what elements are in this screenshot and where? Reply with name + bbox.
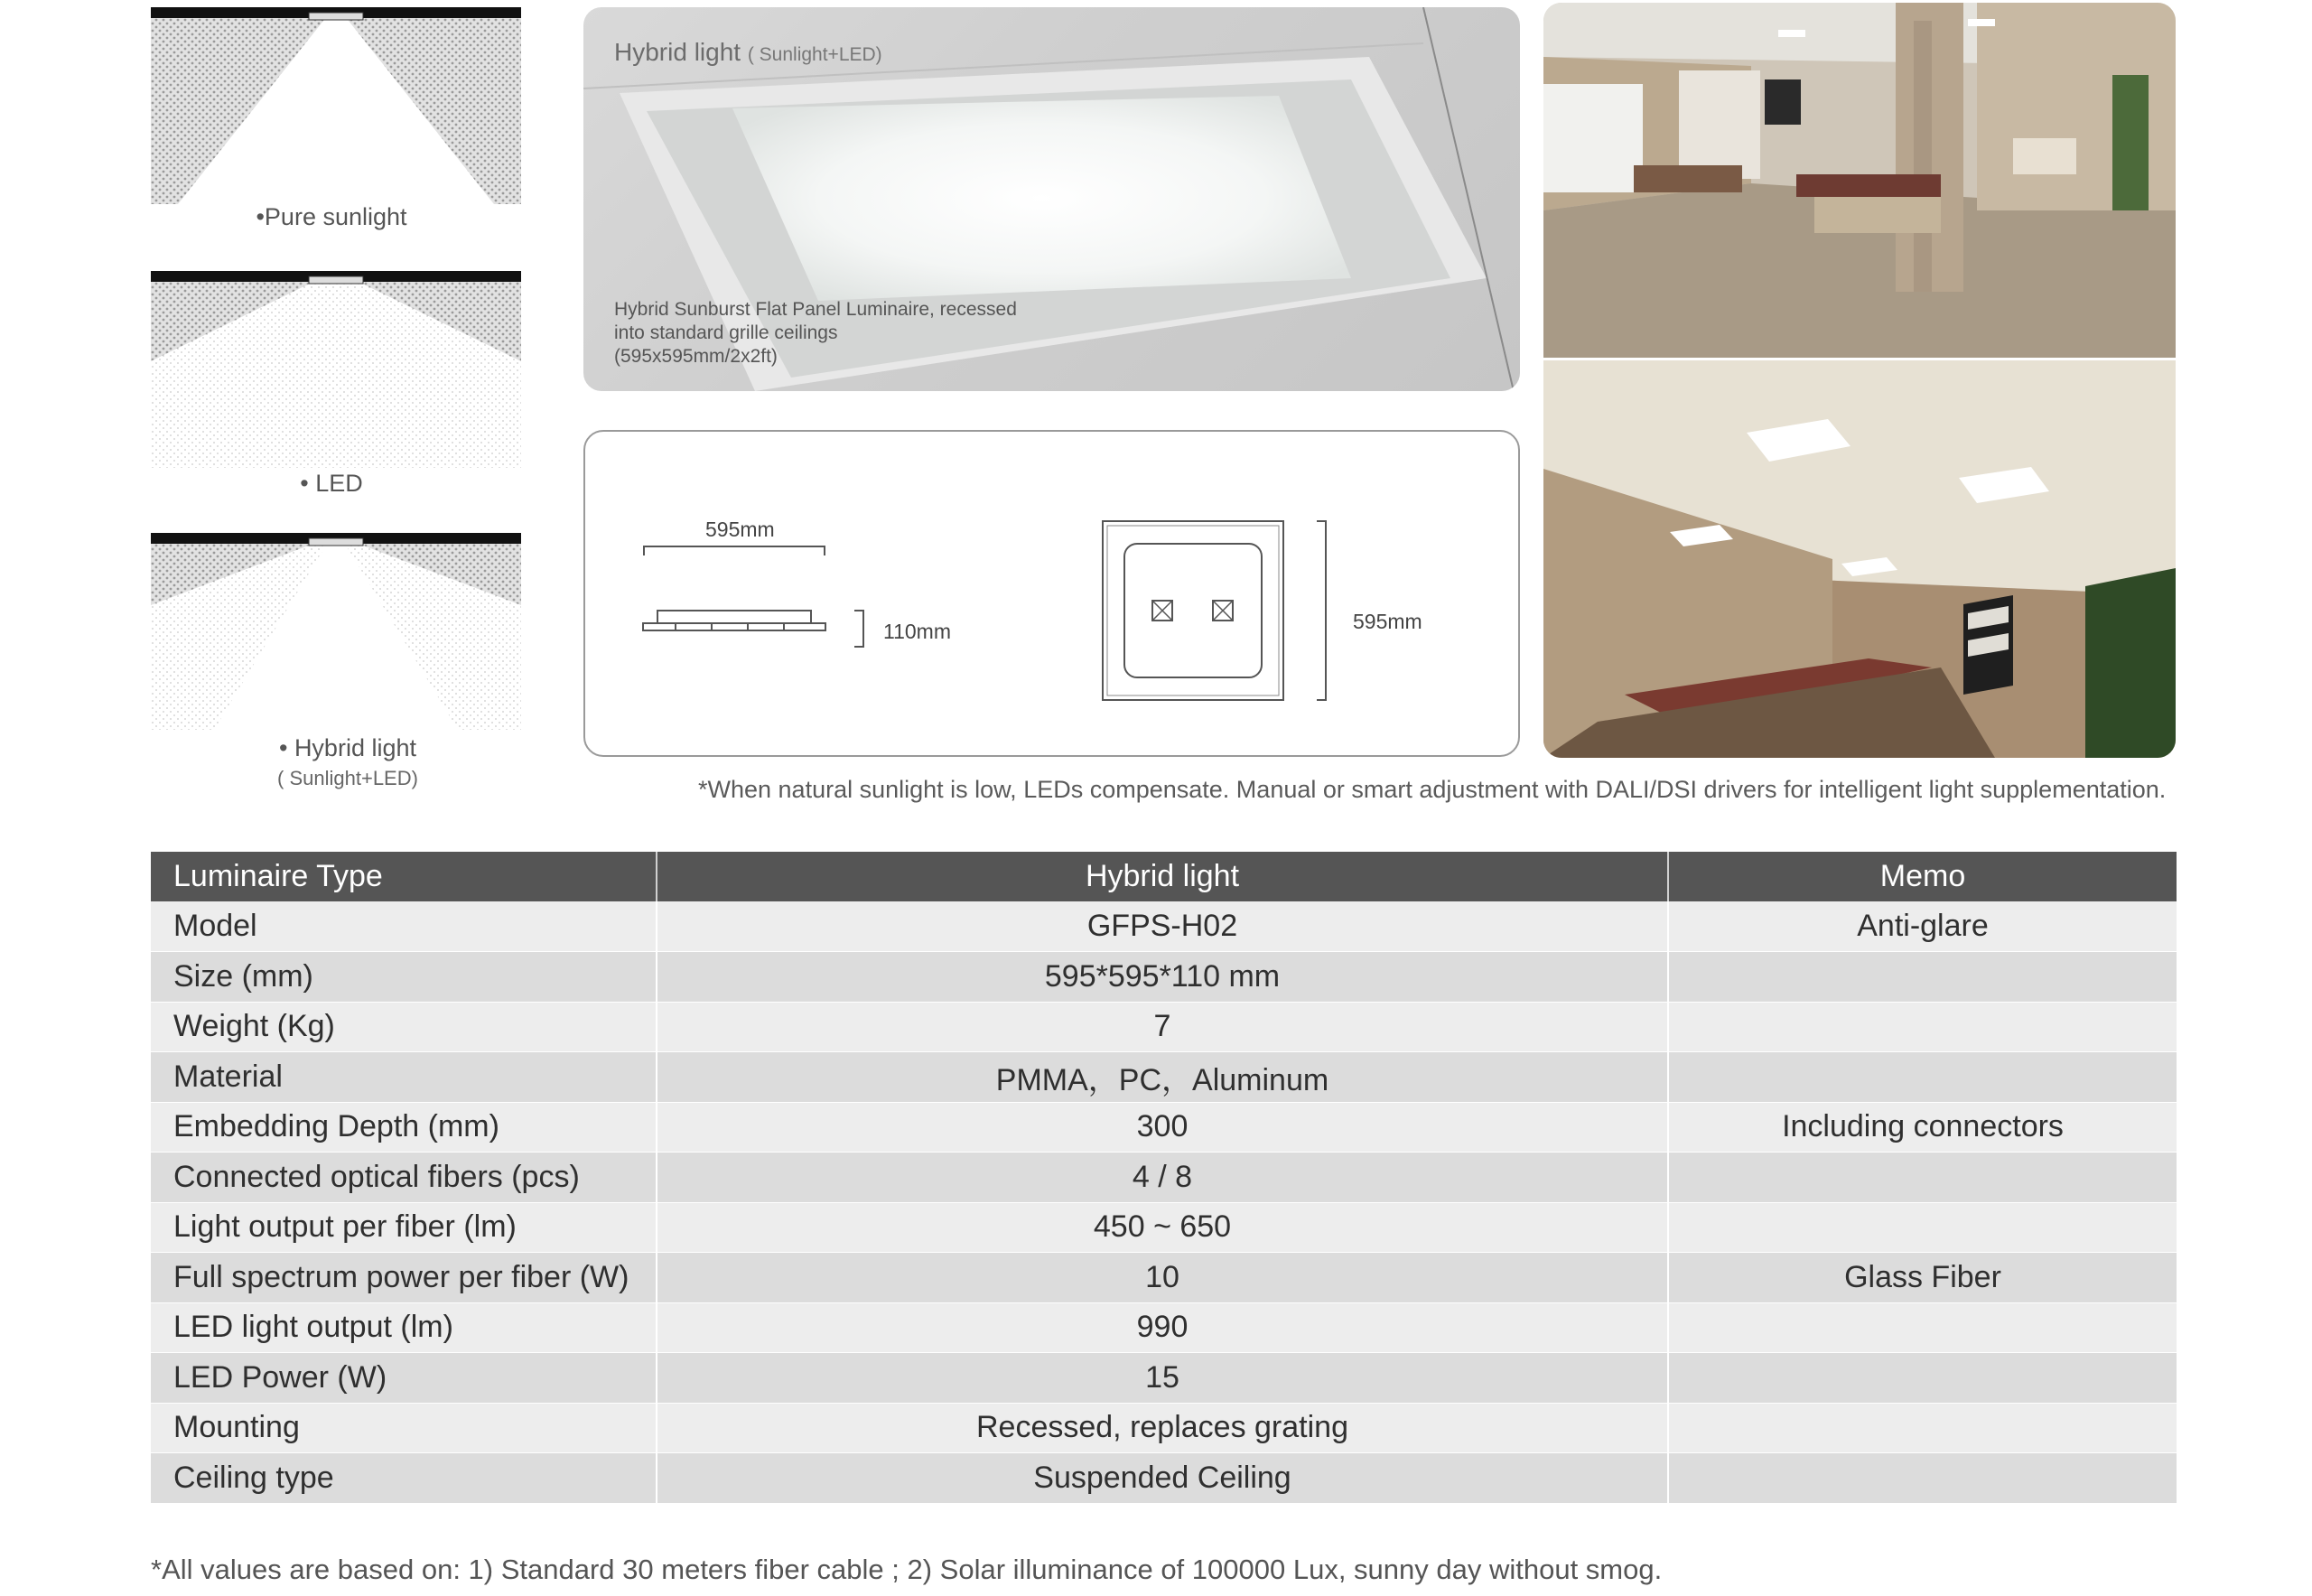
table-row [151, 1453, 2177, 1504]
hybrid-light-caption: • Hybrid light [278, 734, 416, 761]
table-cell: LED light output (lm) [151, 1302, 657, 1353]
table-cell [1668, 1403, 2177, 1453]
hero-title-main: Hybrid light [614, 38, 741, 66]
pure-sunlight-diagram [151, 7, 521, 204]
header-luminaire-type: Luminaire Type [151, 852, 657, 901]
hero-title [614, 38, 882, 67]
spec-table [151, 852, 2177, 1504]
width-dimension-label: 595mm [705, 518, 775, 541]
table-cell: Mounting [151, 1403, 657, 1453]
table-cell [1668, 1353, 2177, 1404]
hybrid-light-diagram [151, 533, 521, 730]
dali-note: *When natural sunlight is low, LEDs compensate. Manual or smart adjustment with DALI/DSI drivers for intelligent light supplementation. [698, 776, 2167, 803]
table-cell [1668, 1453, 2177, 1504]
table-cell: 595*595*110 mm [657, 952, 1668, 1003]
depth-dimension-label: 595mm [1353, 610, 1422, 633]
pure-sunlight-caption: •Pure sunlight [256, 203, 407, 230]
hero-desc-line: Hybrid Sunburst Flat Panel Luminaire, recessed [614, 299, 1017, 320]
led-diagram [151, 271, 521, 468]
table-cell: Including connectors [1668, 1102, 2177, 1153]
table-row [151, 952, 2177, 1003]
hero-desc-line: (595x595mm/2x2ft) [614, 346, 778, 367]
room-photo-bottom [1543, 360, 2176, 758]
table-row [151, 1253, 2177, 1303]
table-header-row [151, 852, 2177, 901]
table-cell: Suspended Ceiling [657, 1453, 1668, 1504]
luminaire-photo [583, 7, 1520, 391]
table-row [151, 1002, 2177, 1052]
table-row [151, 1353, 2177, 1404]
table-cell: Weight (Kg) [151, 1002, 657, 1052]
footnote: *All values are based on: 1) Standard 30 meters fiber cable ; 2) Solar illuminance of 100000 Lux, sunny day without smog. [151, 1554, 1663, 1585]
hero-description [614, 298, 1120, 369]
table-cell: 4 / 8 [657, 1153, 1668, 1203]
table-cell: Embedding Depth (mm) [151, 1102, 657, 1153]
table-cell: Connected optical fibers (pcs) [151, 1153, 657, 1203]
table-cell [1668, 1202, 2177, 1253]
table-cell [1668, 1153, 2177, 1203]
table-cell: Model [151, 901, 657, 952]
table-cell: Material [151, 1052, 657, 1103]
table-cell: 7 [657, 1002, 1668, 1052]
table-cell: Light output per fiber (lm) [151, 1202, 657, 1253]
table-cell: GFPS-H02 [657, 901, 1668, 952]
table-cell [1668, 952, 2177, 1003]
table-row [151, 1102, 2177, 1153]
hero-desc-line: into standard grille ceilings [614, 322, 838, 343]
table-cell: 10 [657, 1253, 1668, 1303]
height-dimension-label: 110mm [883, 620, 951, 643]
hero-title-sub: ( Sunlight+LED) [747, 44, 882, 65]
table-row [151, 1302, 2177, 1353]
table-cell [1668, 1002, 2177, 1052]
table-cell: Glass Fiber [1668, 1253, 2177, 1303]
table-cell: Size (mm) [151, 952, 657, 1003]
table-row [151, 1153, 2177, 1203]
table-cell: Ceiling type [151, 1453, 657, 1504]
table-cell: 990 [657, 1302, 1668, 1353]
table-cell [1668, 1302, 2177, 1353]
led-caption: • LED [300, 470, 363, 497]
table-cell: Full spectrum power per fiber (W) [151, 1253, 657, 1303]
table-row [151, 1202, 2177, 1253]
header-memo: Memo [1668, 852, 2177, 901]
table-cell [1668, 1052, 2177, 1103]
table-cell: Recessed, replaces grating [657, 1403, 1668, 1453]
table-cell: Anti-glare [1668, 901, 2177, 952]
table-row [151, 901, 2177, 952]
table-cell: PMMA，PC，Aluminum [657, 1052, 1668, 1103]
table-cell: 450 ~ 650 [657, 1202, 1668, 1253]
room-photo-top [1543, 3, 2176, 358]
table-row [151, 1403, 2177, 1453]
table-cell: 15 [657, 1353, 1668, 1404]
table-cell: LED Power (W) [151, 1353, 657, 1404]
header-hybrid-light: Hybrid light [657, 852, 1668, 901]
table-cell: 300 [657, 1102, 1668, 1153]
hybrid-light-subcaption: ( Sunlight+LED) [277, 767, 418, 789]
dimension-drawing [583, 430, 1520, 757]
table-row [151, 1052, 2177, 1103]
